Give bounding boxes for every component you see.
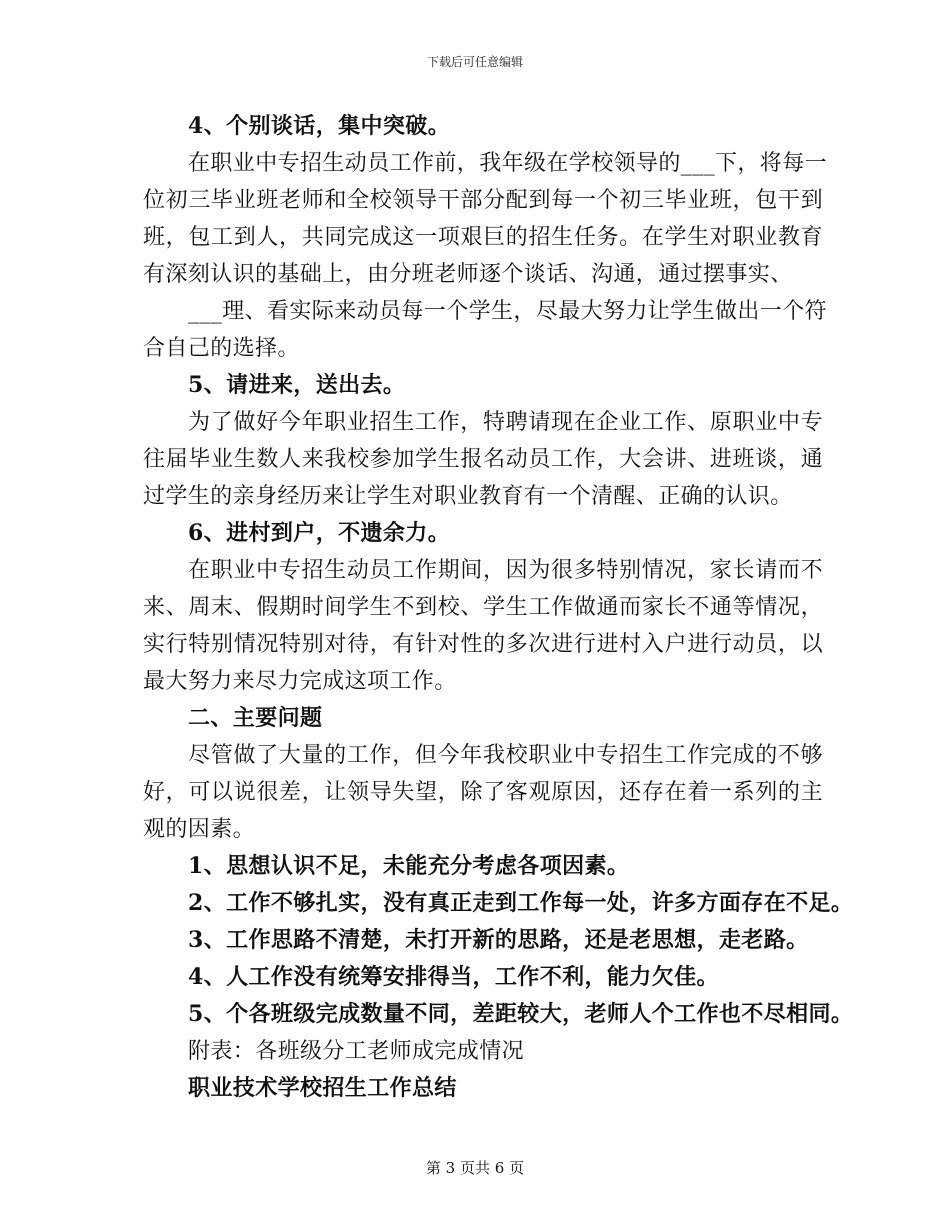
paragraph-line: 观的因素。 <box>143 817 256 842</box>
paragraph-line: 有深刻认识的基础上，由分班老师逐个谈话、沟通，通过摆事实、 <box>143 262 793 287</box>
paragraph-line: 往届毕业生数人来我校参加学生报名动员工作，大会讲、进班谈，通 <box>143 447 823 472</box>
section-heading-line: 4、人工作没有统筹安排得当，工作不利，能力欠佳。 <box>188 964 719 990</box>
page-header: 下载后可任意编辑 <box>426 55 523 69</box>
paragraph-line: 过学生的亲身经历来让学生对职业教育有一个清醒、正确的认识。 <box>143 484 793 509</box>
section-heading-line: 2、工作不够扎实，没有真正走到工作每一处，许多方面存在不足。 <box>188 890 854 916</box>
section-heading-line: 5、个各班级完成数量不同，差距较大，老师人个工作也不尽相同。 <box>188 1001 854 1027</box>
section-heading-line: 1、思想认识不足，未能充分考虑各项因素。 <box>188 853 630 879</box>
paragraph-line: 实行特别情况特别对待，有针对性的多次进行进村入户进行动员，以 <box>143 632 823 657</box>
paragraph-line: 在职业中专招生动员工作期间，因为很多特别情况，家长请而不 <box>188 558 823 583</box>
paragraph-line: 合自己的选择。 <box>143 336 300 361</box>
paragraph-line: 来、周末、假期时间学生不到校、学生工作做通而家长不通等情况， <box>143 595 823 620</box>
section-heading-line: 6、进村到户，不遗余力。 <box>188 520 451 546</box>
paragraph-line: 位初三毕业班老师和全校领导干部分配到每一个初三毕业班，包干到 <box>143 188 823 213</box>
section-heading-line: 5、请进来，送出去。 <box>188 372 406 398</box>
section-heading-line: 职业技术学校招生工作总结 <box>188 1075 457 1101</box>
paragraph-line: 班，包工到人，共同完成这一项艰巨的招生任务。在学生对职业教育 <box>143 225 823 250</box>
document-body <box>143 108 854 1107</box>
paragraph-line: 最大努力来尽力完成这项工作。 <box>143 669 457 694</box>
page-footer: 第 3 页共 6 页 <box>425 1159 525 1177</box>
section-heading-line: 3、工作思路不清楚，未打开新的思路，还是老思想，走老路。 <box>188 927 809 953</box>
paragraph-line: 好，可以说很差，让领导失望，除了客观原因，还存在着一系列的主 <box>143 780 823 805</box>
section-heading-line: 4、个别谈话，集中突破。 <box>188 113 451 139</box>
paragraph-line: ___理、看实际来动员每一个学生，尽最大努力让学生做出一个符 <box>188 299 828 324</box>
paragraph-line: 为了做好今年职业招生工作，特聘请现在企业工作、原职业中专 <box>188 410 823 435</box>
paragraph-line: 尽管做了大量的工作，但今年我校职业中专招生工作完成的不够 <box>188 743 823 768</box>
paragraph-line: 附表：各班级分工老师成完成情况 <box>188 1039 525 1064</box>
section-heading-line: 二、主要问题 <box>188 705 323 731</box>
paragraph-line: 在职业中专招生动员工作前，我年级在学校领导的___下，将每一 <box>188 151 828 176</box>
